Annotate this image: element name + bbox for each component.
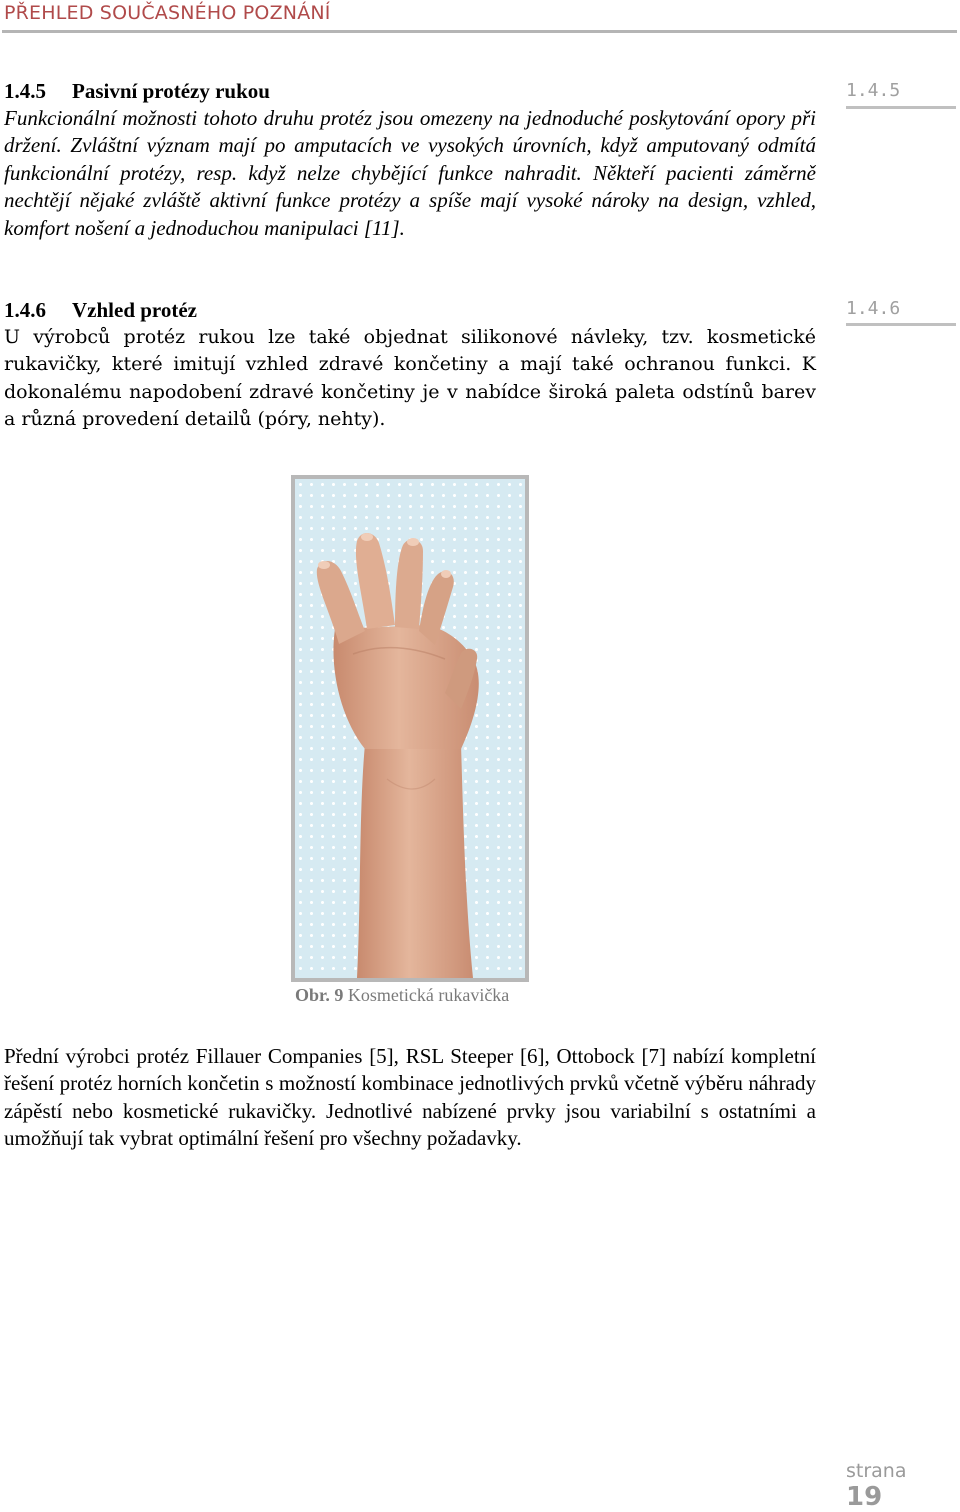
section-number: 1.4.6	[4, 298, 46, 322]
margin-section-label: 1.4.5	[846, 80, 901, 101]
section-paragraph: U výrobců protéz rukou lze také objednat silikonové návleky, tzv. kosmetické rukavičky, které imitují vzhled zdravé končetiny a mají také ochranou funkci. K dokonalému napodobení zdravé končetiny je v nabídce široká paleta odstínů barev a různá provedení detailů (póry, nehty).	[4, 326, 816, 431]
cosmetic-glove-image	[295, 479, 525, 978]
margin-rule	[846, 323, 956, 326]
figure-caption-label: Obr. 9	[295, 985, 344, 1005]
page-number: 19	[846, 1482, 883, 1512]
body-paragraph: Přední výrobci protéz Fillauer Companies [5], RSL Steeper [6], Ottobock [7] nabízí kompletní řešení protéz horních končetin s možností kombinace jednotlivých prvků včetně výběru náhrady zápěstí nebo kosmetické rukavičky. Jednotlivé nabízené prvky jsou variabilní s ostatními a umožňují tak vybrat optimální řešení pro všechny požadavky.	[4, 1044, 816, 1151]
figure-caption	[295, 985, 509, 1006]
margin-section-label: 1.4.6	[846, 298, 901, 319]
section-title: Pasivní protézy rukou	[72, 79, 270, 103]
section-paragraph: Funkcionální možnosti tohoto druhu protéz jsou omezeny na jednoduché poskytování opory při držení. Zvláštní význam mají po amputacích ve vysokých úrovních, když amputovaný odmítá funkcionální protézy, resp. když nelze chybějící funkce nahradit. Někteří pacienti záměrně nechtějí nějaké zvláště aktivní funkce protézy a spíše mají vysoké nároky na design, vzhled, komfort nošení a jednoduchou manipulaci [11].	[4, 106, 816, 240]
page-label: strana	[846, 1460, 907, 1482]
section-title: Vzhled protéz	[72, 298, 198, 322]
running-header: PŘEHLED SOUČASNÉHO POZNÁNÍ	[4, 2, 331, 24]
figure-cosmetic-glove	[291, 475, 529, 982]
margin-rule	[846, 106, 956, 109]
header-rule	[2, 30, 957, 33]
section-heading	[4, 298, 197, 323]
section-number: 1.4.5	[4, 79, 46, 103]
section-heading	[4, 79, 270, 104]
figure-caption-text: Kosmetická rukavička	[347, 985, 510, 1005]
